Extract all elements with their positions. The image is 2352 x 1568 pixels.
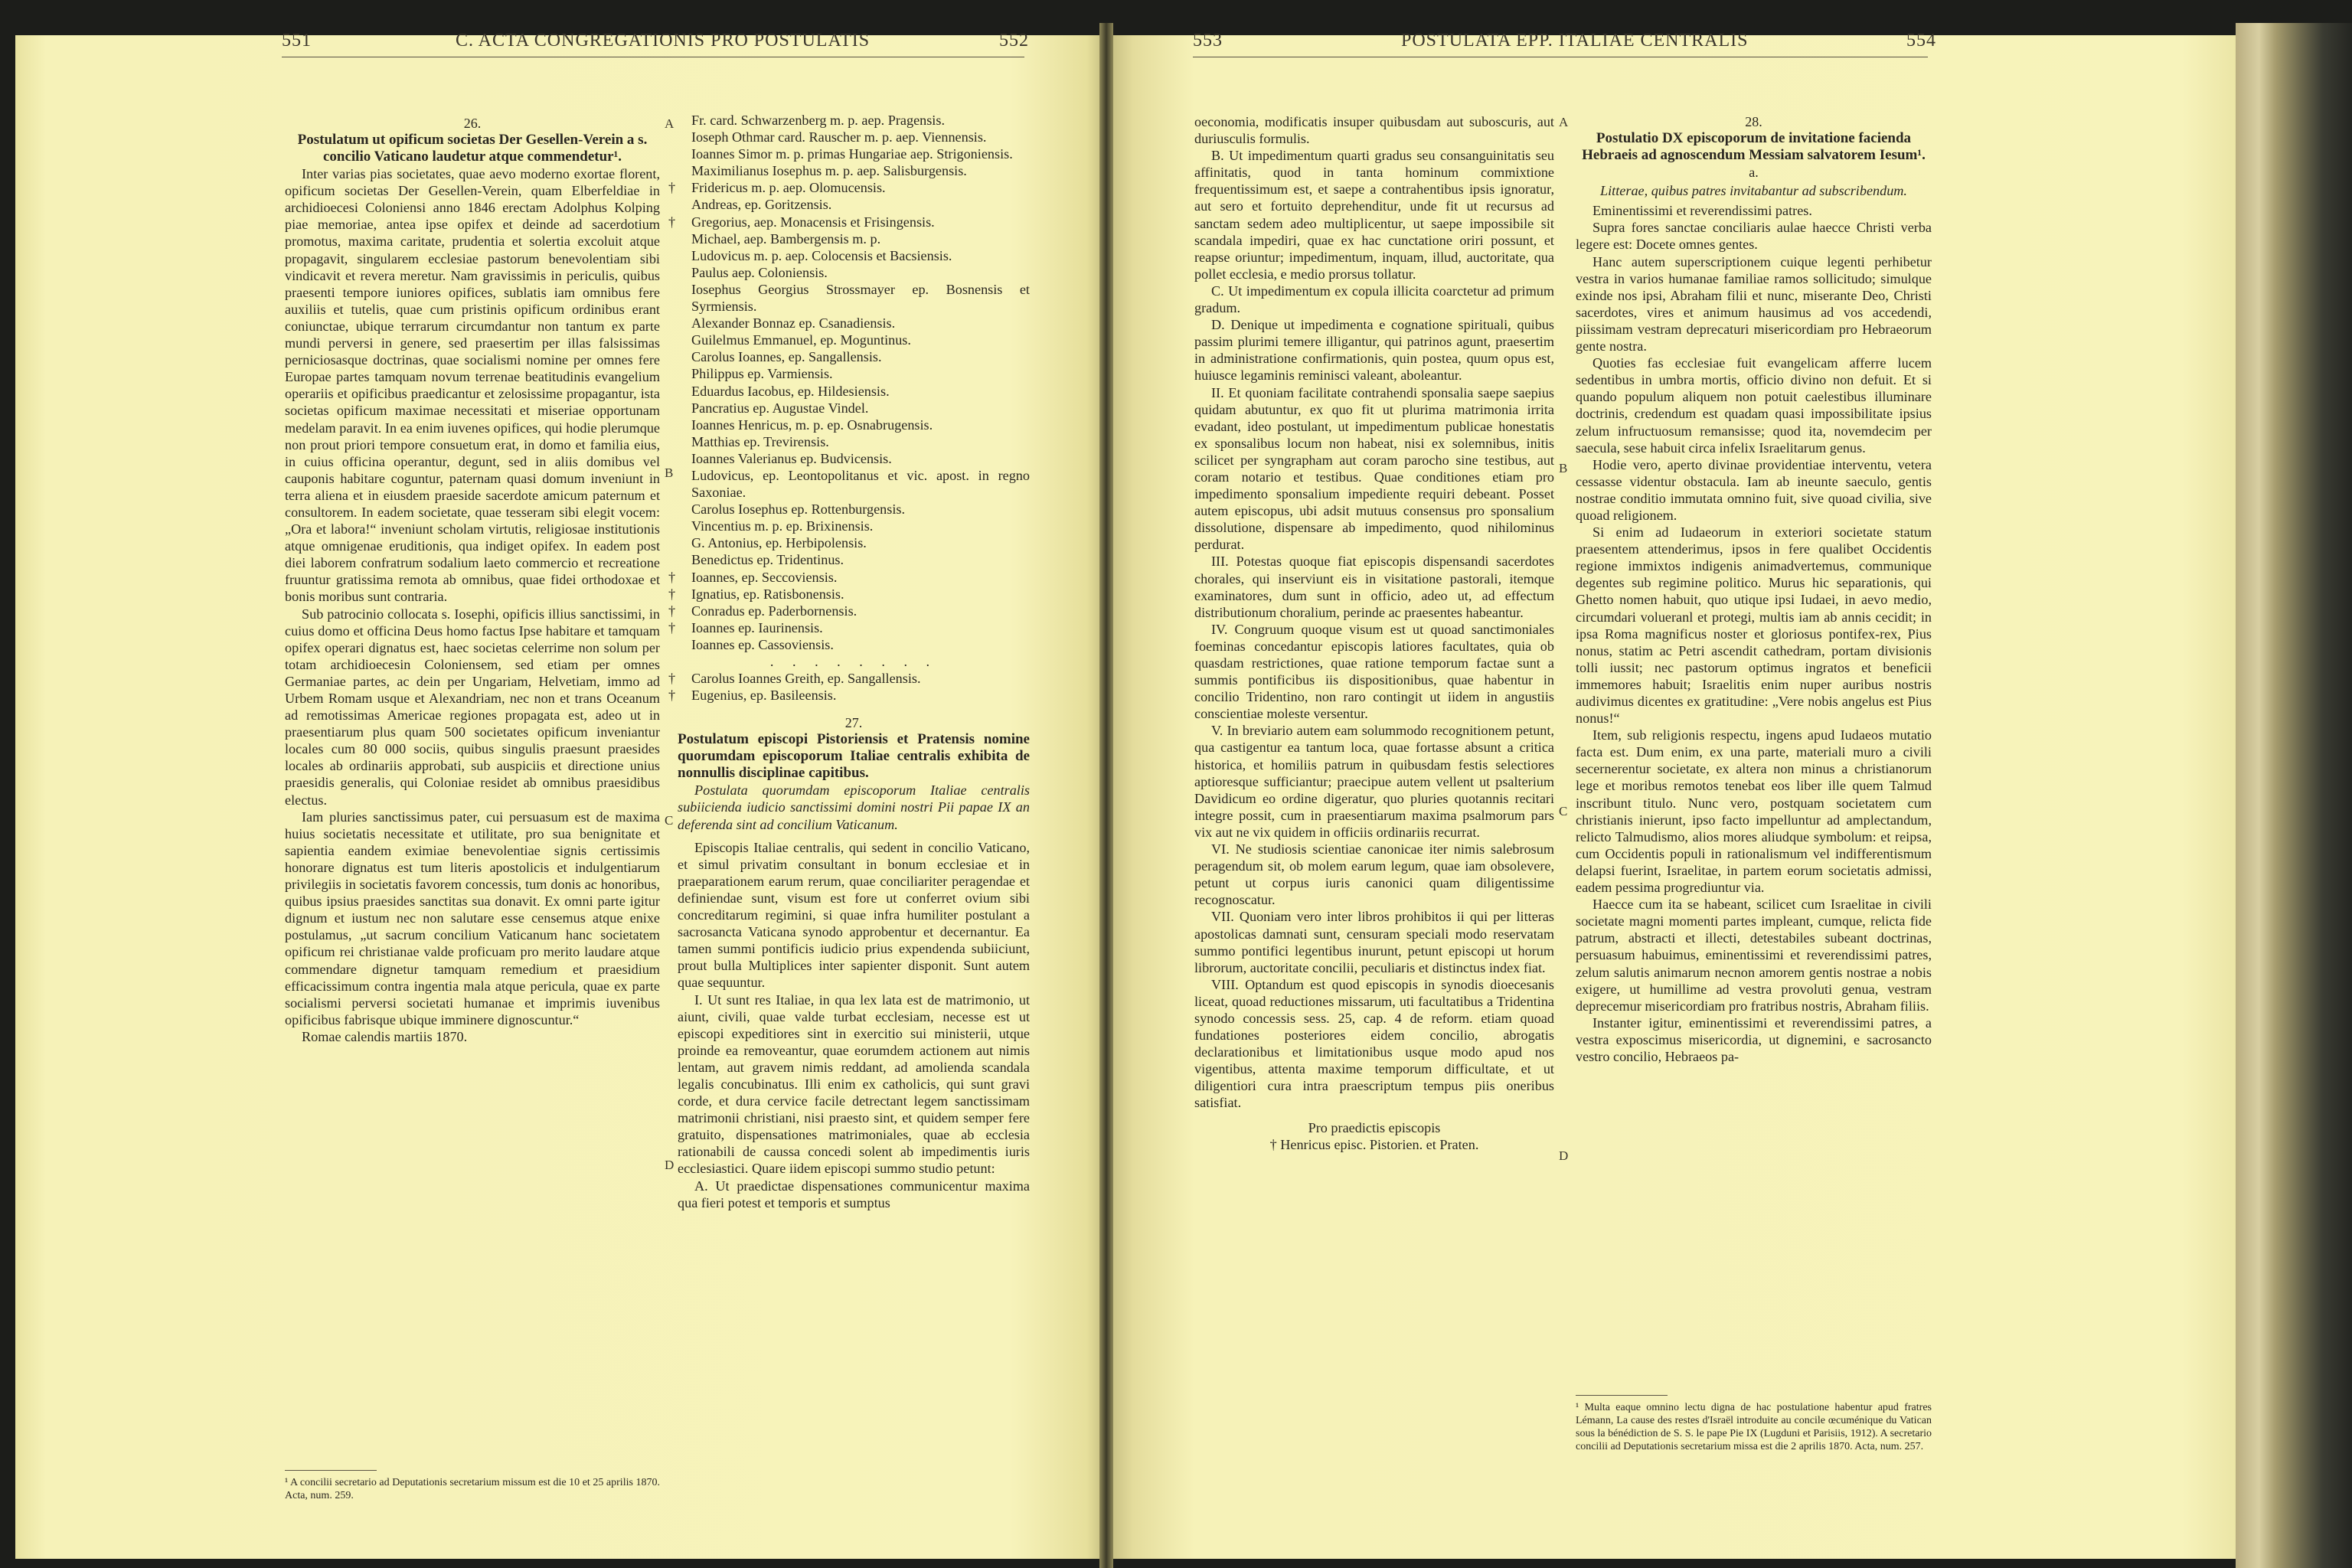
signatory-line xyxy=(678,264,1030,281)
signatory-name: Philippus ep. Varmiensis. xyxy=(691,366,833,382)
sub-title: Litterae, quibus patres invitabantur ad subscribendum. xyxy=(1600,183,1907,199)
signatory-line xyxy=(668,603,1030,619)
paragraph: Sub patrocinio collocata s. Iosephi, opificis illius sanctissimi, in cuius domo et officina Deus homo factus Ipse habitare et tamquam opifex operari dignatus est, haec societas celerrime non solum per totam archidioecesin Coloniensem, sed etiam per omnes Germaniae partes, ac dein per Ungariam, Helvetiam, immo ad Urbem Romam usque et Alexandriam, nec non et trans Oceanum ad remotissimas Americae regiones propagata est, adeo ut in praesentiarum plus quam 500 societates opificum inveniantur locales cum 80 000 sociis, quibus singulis praesunt praesides locales ab ordinariis approbati, sub auspiciis et directione unius praesidis generalis, qui Coloniae residet ab omnibus praesidibus electus. xyxy=(285,606,660,808)
paragraph: III. Potestas quoque fiat episcopis dispensandi sacerdotes chorales, qui inserviunt eis in visitatione pastorali, itemque examinatores, dum sunt in officio, adeo ut, ad effectum distributionum choralium, perinde ac praesentes habeantur. xyxy=(1194,554,1554,620)
section-intro-27: Postulata quorumdam episcoporum Italiae centralis subiicienda iudicio sanctissimi domini nostri Pii papae IX an deferenda sint ad concilium Vaticanum. xyxy=(678,782,1030,832)
footnote-rule-right xyxy=(1576,1395,1668,1396)
signatory-line xyxy=(668,179,1030,196)
signatory-line xyxy=(678,196,1030,213)
paragraph: VIII. Optandum est quod episcopis in synodis dioecesanis liceat, quoad reductiones missarum, uti facultatibus a Tridentina synodo concessis sess. 25, cap. 4 de reform. etiam quoad fundationes posteriores eidem concilio, abrogatis declarationibus et limitationibus usque modo apud nos vigentibus, attenta maxime temporum difficultate, et ut diligentiori cura intra praescriptum tempus piis oneribus satisfiat. xyxy=(1194,976,1554,1111)
signatory-name: Ludovicus m. p. aep. Colocensis et Bacsiensis. xyxy=(691,247,952,263)
section-title-26: Postulatum ut opificum societas Der Gesellen-Verein a s. concilio Vaticano laudetur atque commendetur¹. xyxy=(297,132,648,165)
paragraph: oeconomia, modificatis insuper quibusdam aut suboscuris, aut duriusculis formulis. xyxy=(1194,114,1554,147)
signatory-line xyxy=(678,230,1030,247)
signatory-name: Ioannes Valerianus ep. Budvicensis. xyxy=(691,450,892,466)
paragraph: Instanter igitur, eminentissimi et reverendissimi patres, a vestra exposcimus misericordia, ut dignemini, e sacrosancto vestro concilio, Hebraeos pa- xyxy=(1576,1014,1932,1064)
margin-letter-d-right: D xyxy=(1559,1148,1569,1163)
dagger-mark: † xyxy=(668,619,676,635)
margin-letter-b-right: B xyxy=(1559,461,1568,475)
dagger-mark: † xyxy=(668,603,676,619)
signature-line-1: Pro praedictis episcopis xyxy=(1308,1119,1441,1135)
signatory-name: Matthias ep. Trevirensis. xyxy=(691,433,829,449)
page-edges xyxy=(2236,23,2352,1568)
paragraph: Inter varias pias societates, quae aevo moderno exortae florent, opificum societas Der Gesellen-Verein, quam Elberfeldiae in archidioecesi Coloniensi anno 1846 erectam Adolphus Kolping piae memoriae, antea ipse opifex et deinde ad sacerdotium promotus, maxima caritate, prudentia et solertia excoluit atque propagavit, singularem ecclesiae pastorum benevolentiam sibi vindicavit et revera meretur. Nam gravissimis in periculis, quibus praesenti tempore iuniores opifices, sublatis iam omnibus fere auxiliis et tutelis, quae cum pristinis opificum ordinibus erant coniunctae, ubique terrarum circumdantur non tantum ex parte mundi perversi in genere, sed praesertim per illas falsissimas perniciosasque doctrinas, quae socialismi nomine per omnes fere Europae partes tamquam novum terrenae beatitudinis evangelium operariis et opificibus praedicantur et zelosissime propagantur, ista societas opificum maximae necessitati et miseriae opportunam medelam paravit. In ea enim iuvenes opifices, qui hodie plerumque non prout priori tempore consuetum erat, in domo et familia eius, in cuius officina operantur, degunt, sed in aliis domibus vel cauponis habitare coguntur, paternam quasi domum inveniunt in terra aliena et in eiusdem praeside sacerdote amicum paternum et consultorem. In eadem societate, quae tesseram sibi elegit vocem: „Ora et labora!“ inveniunt scholam virtutis, religiosae institutionis atque omnigenae eruditionis, qua indiget opifex. In eadem post diei laborem confratrum sodalium laeto commercio et recreatione fruuntur gratissima remota ab omnibus, quae fidei orthodoxae et bonis moribus sunt contraria. xyxy=(285,166,660,605)
dagger-mark: † xyxy=(668,688,676,704)
margin-letter-c-right: C xyxy=(1559,804,1568,818)
paragraph: Hanc autem superscriptionem cuique legenti perhibetur vestra in varios humanae familiae ramos sollicitudo; simulque exinde nos ipsi, Abraham filii et nunc, miserante Deo, Christi sacerdotes, vires et animum hausimus ad vos accedendi, piissimam vestram deprecaturi misericordiam pro Hebraeorum gente nostra. xyxy=(1576,253,1932,354)
paragraph: IV. Congruum quoque visum est ut quoad sanctimoniales foeminas concedantur episcopis latiores facultates, quia ob quasdam restrictiones, quae ratione temporum factae sunt a summis pontificibus iis dispositionibus, quae habentur in concilio Tridentino, non raro contingit ut iidem in angustiis conscientiae moleste versentur. xyxy=(1194,621,1554,722)
page-number-551: 551 xyxy=(282,31,312,51)
sub-letter-a: a. xyxy=(1749,165,1759,181)
margin-letter-c: C xyxy=(665,813,674,828)
signatory-name: Alexander Bonnaz ep. Csanadiensis. xyxy=(691,315,896,332)
signatory-line xyxy=(678,348,1030,365)
paragraph: Hodie vero, aperto divinae providentiae interventu, vetera cessasse videntur obstacula. Iam ab ineunte saeculo, gentis nostrae conditio immutata omnino fuit, sive quoad civilia, sive quoad religionem. xyxy=(1576,456,1932,523)
signatory-name: Benedictus ep. Tridentinus. xyxy=(691,552,844,568)
left-column-2 xyxy=(668,112,1030,1211)
section-number-28: 28. xyxy=(1745,114,1762,129)
page-number-553: 553 xyxy=(1193,31,1223,51)
dagger-mark: † xyxy=(668,586,676,602)
signatory-name: G. Antonius, ep. Herbipolensis. xyxy=(691,535,867,551)
signatories-list-b xyxy=(668,670,1030,704)
signatory-line xyxy=(678,365,1030,382)
paragraph: V. In breviario autem eam solummodo recognitionem petunt, qua castigentur ea tantum loca, quae fortasse absunt a critica historica, et homiliis patrum in quibusdam festis selectiores aptioresque sufficiantur; praecipue autem vellent ut psalterium Davidicum eo ordine digeratur, quo pluries quotannis recitari integre possit, cum in praesentiarum maxima psalmorum pars vix aut ne vix quidem in officiis ordinariis recurrat. xyxy=(1194,723,1554,840)
signature-line-2: † Henricus episc. Pistorien. et Praten. xyxy=(1269,1136,1479,1152)
paragraph: Quoties fas ecclesiae fuit evangelicam afferre lucem sedentibus in umbra mortis, officio divino non defuit. Et si quando populum aliquem non potuit caelestibus illuminare doctrinis, credendum est quadam quasi impossibilitate ipsius zelum infructuosum remansisse; quod ita, novemdecim per saecula, sese habuit circa infelix Israelitarum genus. xyxy=(1576,355,1932,456)
footnote-left: ¹ A concilii secretario ad Deputationis secretarium missum est die 10 et 25 aprilis 1870. Acta, num. 259. xyxy=(285,1477,660,1501)
signatory-line xyxy=(668,569,1030,586)
signatory-name: Ioannes ep. Cassoviensis. xyxy=(691,636,834,652)
running-head-right: POSTULATA EPP. ITALIAE CENTRALIS xyxy=(1401,31,1749,51)
signatory-line xyxy=(668,214,1030,230)
dagger-mark: † xyxy=(668,214,676,230)
signatory-line xyxy=(678,433,1030,450)
dagger-mark: † xyxy=(668,180,676,196)
paragraph: Si enim ad Iudaeorum in exteriori societate statum praesentem attenderimus, ipsos in fere qualibet Occidentis regione immixtos indigenis animadvertemus, communique degentes sub regimine politico. Murus hic separationis, qui Ghetto nomen habuit, quo utique ipsi Iudaei, in aevo medio, circumdari volueranl et protegi, multis iam ab annis cecidit; in ipsa Roma magnificus noster et gloriosus pontifex-rex, Pius nonus, statim ac Petri ascendit cathedram, portam divisionis tolli iussit; nec pastorum optimus ingratos et beneficii immemores habuit; Israelitis enim nuper auribus nostris audivimus dicentes ex gratitudine: „Vere nobis angelus est Pius nonus!“ xyxy=(1576,524,1932,727)
paragraph: Episcopis Italiae centralis, qui sedent in concilio Vaticano, et simul privatim consultant in bonum ecclesiae et in praeparationem earum rerum, quae conciliariter peragendae et definiendae sunt, visum est fore ut conferret ovium sibi concreditarum regimini, si quae infra humiliter postulant a sacrosancta Vaticana synodo approbentur et decernantur. Ea tamen summi pontificis iudicio prius expendenda subiiciunt, prout bulla Multiplices inter sapienter disponit. Sunt autem quae sequuntur. xyxy=(678,839,1030,991)
paragraph: C. Ut impedimentum ex copula illicita coarctetur ad primum gradum. xyxy=(1194,283,1554,316)
signatory-line xyxy=(668,619,1030,636)
page-number-554: 554 xyxy=(1906,31,1936,51)
margin-letter-a: A xyxy=(665,116,675,131)
right-column-2 xyxy=(1576,113,1932,1065)
left-column-1 xyxy=(285,115,660,1045)
signatory-line xyxy=(678,551,1030,568)
signatory-name: Vincentius m. p. ep. Brixinensis. xyxy=(691,518,874,534)
paragraph: VI. Ne studiosis scientiae canonicae iter nimis salebrosum peragendum sit, ob molem earum legum, quae iam obsolevere, petunt ut corpus iuris canonici quam diligentissime recognoscatur. xyxy=(1194,841,1554,908)
paragraph: Iam pluries sanctissimus pater, cui persuasum est de maxima huius societatis necessitate et utilitate, pro sua benignitate et sapientia eandem eximiae benevolentiae signis certissimis honorare dignatus est tum literis apostolicis et indulgentiarum privilegiis in societatis favorem concessis, tum donis ac honoribus, quibus ipsius praesides sanctitas sua donavit. Ex omni parte igitur dignum et iustum nec non salutare esse censemus atque enixe postulamus, „ut sacrum concilium Vaticanum hanc societatem opificum rei christianae valde proficuam pro merito laudare atque commendare dignetur tamquam remedium et praesidium efficacissimum contra ingentia mala atque pericula, quae ex parte socialismi perversi societati humanae et imprimis iuvenibus opificibus fabrisque ubique imminere dignoscuntur.“ xyxy=(285,808,660,1027)
signatory-name: Andreas, ep. Goritzensis. xyxy=(691,197,832,213)
ellipsis-dots: . . . . . . . . xyxy=(769,654,938,669)
signatory-line xyxy=(678,315,1030,332)
page-number-552: 552 xyxy=(999,31,1029,51)
section-number-26: 26. xyxy=(463,116,482,131)
right-column-1 xyxy=(1194,113,1554,1153)
signatory-name: Paulus aep. Coloniensis. xyxy=(691,264,828,280)
date-line: Romae calendis martiis 1870. xyxy=(302,1028,468,1044)
margin-letter-b: B xyxy=(665,466,674,480)
signatory-name: Ioannes, ep. Seccoviensis. xyxy=(691,569,838,585)
signatory-line xyxy=(678,162,1030,179)
margin-letter-d: D xyxy=(665,1158,675,1172)
signatory-name: Ioannes Henricus, m. p. ep. Osnabrugensis. xyxy=(691,416,933,433)
signatory-line xyxy=(678,112,1030,129)
signatory-name: Carolus Iosephus ep. Rottenburgensis. xyxy=(691,501,906,518)
section-title-27: Postulatum episcopi Pistoriensis et Pratensis nomine quorumdam episcoporum Italiae centralis exhibita de nonnullis disciplinae capitibus. xyxy=(678,731,1030,782)
signatory-name: Ignatius, ep. Ratisbonensis. xyxy=(691,586,844,602)
signatory-name: Michael, aep. Bambergensis m. p. xyxy=(691,230,881,247)
signatory-line xyxy=(678,383,1030,400)
footnote-rule-left xyxy=(285,1470,377,1471)
paragraph: II. Et quoniam facilitate contrahendi sponsalia saepe saepius quidam abutuntur, ex quo fit ut plurima matrimonia irrita evadant, ideo postulant, ut impedimentum publicae honestatis ex sponsalibus locum non habeat, nisi ex solemnibus, initis scilicet per syngrapham aut coram parocho sine testibus, aut coram notario et testibus. Quae conditiones etiam pro impedimento sponsalium impediente requiri debeant. Posset autem episcopus, ubi adsit mutuus consensus pro sponsalium dissolutione, dispensare ab impedimento, quod nihilominus perdurat. xyxy=(1194,384,1554,553)
signatory-name: Conradus ep. Paderbornensis. xyxy=(691,603,858,619)
paragraph: D. Denique ut impedimenta e cognatione spirituali, quibus passim plurimi temere illigantur, qui patrinos agunt, praesertim in administratione confirmationis, quin postea, quum opus est, huiusce legaminis reminisci valeant, aboleantur. xyxy=(1194,317,1554,384)
paragraph: A. Ut praedictae dispensationes communicentur maxima qua fieri potest et temporis et sumptus xyxy=(678,1178,1030,1210)
signatory-line xyxy=(668,586,1030,603)
signatory-line xyxy=(678,501,1030,518)
signatory-line xyxy=(678,467,1030,501)
signatory-name: Iosephus Georgius Strossmayer ep. Bosnensis et Syrmiensis. xyxy=(691,281,1030,315)
dagger-mark: † xyxy=(668,569,676,585)
dagger-mark: † xyxy=(668,671,676,687)
paragraph: Eminentissimi et reverendissimi patres. xyxy=(1592,203,1812,219)
signatory-line xyxy=(668,687,1030,704)
signatory-line xyxy=(678,247,1030,264)
paragraph: Supra fores sanctae conciliaris aulae haecce Christi verba legere est: Docete omnes gentes. xyxy=(1576,220,1932,253)
signatory-name: Maximilianus Iosephus m. p. aep. Salisburgensis. xyxy=(691,163,967,179)
signatory-line xyxy=(678,129,1030,145)
signatory-name: Pancratius ep. Augustae Vindel. xyxy=(691,400,869,416)
signatory-name: Eduardus Iacobus, ep. Hildesiensis. xyxy=(691,383,890,399)
signatory-line xyxy=(678,636,1030,653)
section-title-28: Postulatio DX episcoporum de invitatione facienda Hebraeis ad agnoscendum Messiam salvatorem Iesum¹. xyxy=(1582,130,1926,164)
signatory-line xyxy=(678,416,1030,433)
section-number-27: 27. xyxy=(844,715,863,731)
book-gutter xyxy=(1099,23,1113,1568)
paragraph: Item, sub religionis respectu, ingens apud Iudaeos mutatio facta est. Dum enim, ex una parte, materiali muro a civili secernerentur societate, ex altera non minus a christianorum lege et moribus remotos tenebat eos liber ille quem Talmud inscribunt titulo. Nunc vero, postquam societatem cum christianis inierunt, ipso facto impelluntur ad amplectandum, relicto Talmudismo, alios mores aliudque symbolum: et reipsa, cum Occidentis populi in rationalismum vel indifferentismum delapsi fuerint, Israelitae, in partem eorum societatis admissi, eadem pessima progrediuntur via. xyxy=(1576,727,1932,896)
signatory-line xyxy=(678,145,1030,162)
signatory-name: Ioannes Simor m. p. primas Hungariae aep. Strigoniensis. xyxy=(691,146,1013,162)
margin-letter-a-right: A xyxy=(1559,115,1569,129)
signatory-name: Eugenius, ep. Basileensis. xyxy=(691,688,837,704)
signatory-name: Guilelmus Emmanuel, ep. Moguntinus. xyxy=(691,332,911,348)
signatory-name: Ioseph Othmar card. Rauscher m. p. aep. Viennensis. xyxy=(691,129,987,145)
signatory-line xyxy=(678,281,1030,315)
running-head-left: C. ACTA CONGREGATIONIS PRO POSTULATIS xyxy=(456,31,871,51)
signatory-name: Fridericus m. p. aep. Olomucensis. xyxy=(691,180,886,196)
signatory-name: Gregorius, aep. Monacensis et Frisingensis. xyxy=(691,214,935,230)
signatory-name: Ludovicus, ep. Leontopolitanus et vic. apost. in regno Saxoniae. xyxy=(691,467,1030,501)
signatory-line xyxy=(678,534,1030,551)
signatory-line xyxy=(678,332,1030,348)
paragraph: Haecce cum ita se habeant, scilicet cum Israelitae in civili societate magni momenti partes impleant, cumque, relicta fide patrum, abstracti et illecti, detestabiles subeant doctrinas, persuasum habuimus, eminentissimi et reverendissimi patres, zelum salutis animarum necnon amorem gentis nostrae a nobis exigere, ut humillime ad vestra provoluti genua, vestram deprecemur misericordiam pro fratribus nostris, Abraham filiis. xyxy=(1576,897,1932,1014)
signatory-name: Carolus Ioannes, ep. Sangallensis. xyxy=(691,349,882,365)
signatory-name: Ioannes ep. Iaurinensis. xyxy=(691,619,823,635)
paragraph: VII. Quoniam vero inter libros prohibitos ii qui per litteras apostolicas damnati sunt, censuram speciali modo reservatam summo pontifici legentibus inurunt, petunt episcopi ut horum librorum, auctoritate concilii, peculiaris et distinctus index fiat. xyxy=(1194,909,1554,975)
footnote-right: ¹ Multa eaque omnino lectu digna de hac postulatione habentur apud fratres Lémann, La cause des restes d'Israël introduite au concile œcuménique du Vatican sous la bénédiction de S. S. le pape Pie IX (Lugduni et Parisiis, 1912). A secretario concilii ad Deputationis secretarium missa est die 2 aprilis 1870. Acta, num. 257. xyxy=(1576,1402,1932,1452)
paragraph: B. Ut impedimentum quarti gradus seu consanguinitatis seu affinitatis, quod in tanta hominum commixtione frequentissimum est, et saepe a contrahentibus ipsis ignoratur, aut sero et fortuito deprehenditur, unde fit ut recursus ad sanctam sedem adeo multiplicentur, ut saepe impossibile sit scandala impediri, quae ex hac cunctatione oriri possunt, et reapse oriuntur; impedimentum, inquam, illud, auctoritate, qua pollet ecclesia, e medio prorsus tollatur. xyxy=(1194,148,1554,282)
signatory-name: Fr. card. Schwarzenberg m. p. aep. Pragensis. xyxy=(691,113,945,128)
paragraph: I. Ut sunt res Italiae, in qua lex lata est de matrimonio, ut aiunt, civili, quae valde turbat ecclesiam, necesse est ut episcopi expeditiores sint in exercitio sui ministerii, utque proinde ea removeantur, quae eorumdem actionem aut nimis lentam, aut gravem nimis reddant, ad amolienda scandala legalis concubinatus. Illi enim ex catholicis, qui sunt gravi corde, et dura cervice facile detrectant legem sanctissimam matrimonii christiani, nisi praesto sint, et quidem semper fere gratuito, dispensationes matrimoniales, quae ab ecclesia rationabili de caussa concedi solent ab impedimentis iuris ecclesiastici. Quare iidem episcopi summo studio petunt: xyxy=(678,991,1030,1177)
signatory-line xyxy=(678,518,1030,534)
signatories-list-a xyxy=(668,112,1030,653)
signatory-line xyxy=(678,450,1030,467)
signatory-name: Carolus Ioannes Greith, ep. Sangallensis. xyxy=(691,671,921,687)
signatory-line xyxy=(668,670,1030,687)
signatory-line xyxy=(678,400,1030,416)
